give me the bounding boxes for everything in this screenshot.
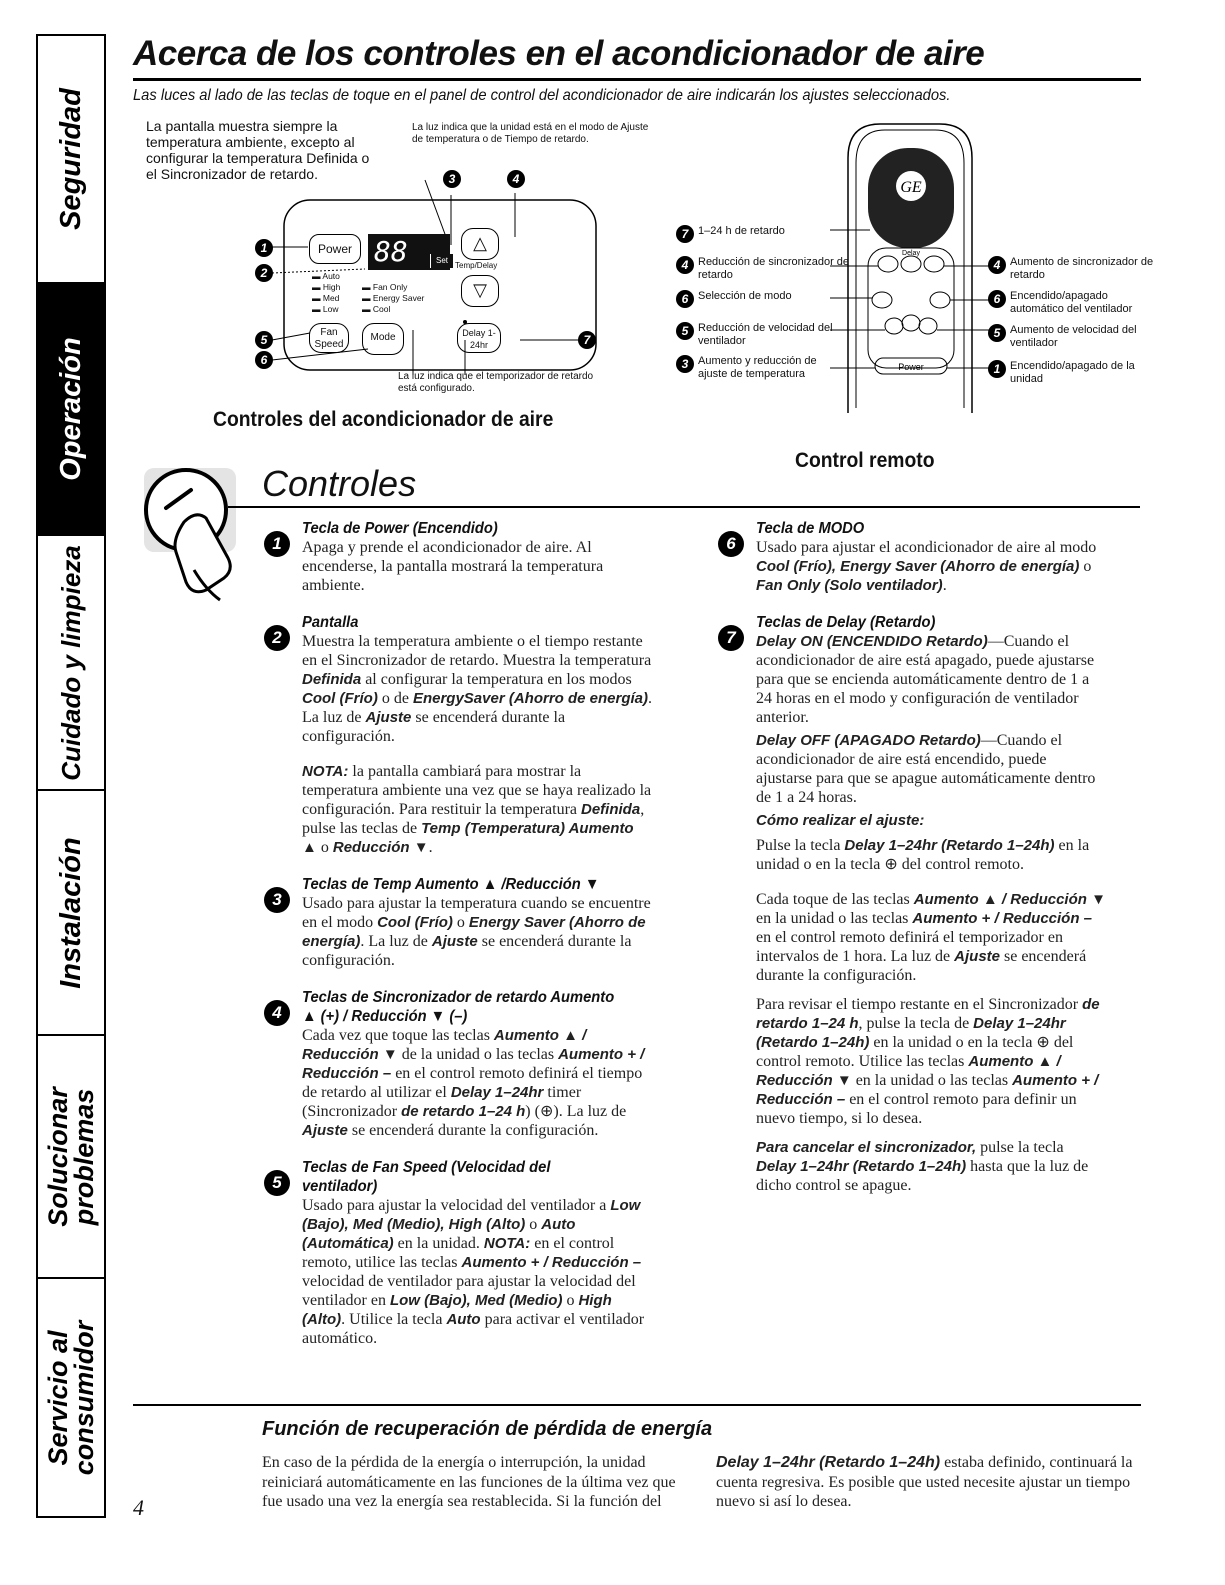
control-item-temp [262,875,652,970]
remote-legend-left-3: 6 Selección de modo [676,290,792,308]
set-light-note: La luz indica que la unidad está en el modo de Ajuste de temperatura o de Tiempo de retardo. [412,122,649,145]
control-item-mode [716,519,1106,595]
control-item-power [262,519,652,595]
remote-legend-left-2: 4 Reducción de sincronizador de retardo [676,256,853,282]
fan-level-med: ▬ Med [312,293,340,303]
delay-off-text: Delay OFF (APAGADO Retardo)—Cuando el acondicionador de aire está encendido, puede ajustarse para que se apague automáticamente dentro de 1 a 24 horas. [756,732,1096,806]
bottom-rule [133,1404,1141,1406]
recovery-heading: Función de recuperación de pérdida de energía [262,1418,713,1440]
delay-on-text: Delay ON (ENCENDIDO Retardo)—Cuando el acondicionador de aire está apagado, puede ajustarse para que se encienda automáticamente dentro de 1 a 24 horas en el modo y configuración de ventilador anterior. [756,633,1095,726]
lcd-digits: 88 [374,235,408,268]
tab-label: Operación [55,337,87,481]
item-title: Tecla de MODO [756,520,865,537]
temp-down-button[interactable] [461,275,499,307]
triangle-up-icon: △ [473,233,487,253]
page-subtitle: Las luces al lado de las teclas de toque en el panel de control del acondicionador de aire indicarán los ajustes seleccionados. [133,87,951,104]
item-body: Muestra la temperatura ambiente o el tiempo restante en el Sincronizador de retardo. Muestra la temperatura Definida al configurar la temperatura en los modos Cool (Frío) o de EnergySaver (Ahorro de energía). La luz de Ajuste se encenderá durante la configuración. [302,633,653,745]
item-body: Cada vez que toque las teclas Aumento ▲ / Reducción ▼ de la unidad o las teclas Aumento + / Reducción – en el control remoto definirá el tiempo de retardo al utilizar el Delay 1–24hr timer (Sincronizador de retardo 1–24 h) (⊕). La luz de Ajuste se encenderá durante la configuración. [302,1027,645,1139]
remote-control-diagram [830,118,990,418]
item-body: Usado para ajustar la velocidad del ventilador a Low (Bajo), Med (Medio), High (Alto) o Auto (Automática) en la unidad. NOTA: en el control remoto, utilice las teclas Aumento + / Reducción – velocidad de ventilador para ajustar la velocidad del ventilador en Low (Bajo), Med (Medio) o High (Alto). Utilice la tecla Auto para activar el ventilador automático. [302,1197,645,1347]
remote-legend-left-4: 5 Reducción de velocidad del ventilador [676,322,843,348]
remote-legend-right-1: 4 Aumento de sincronizador de retardo [988,256,1160,282]
item-body: Usado para ajustar la temperatura cuando se encuentre en el modo Cool (Frío) o Energy Saver (Ahorro de energía). La luz de Ajuste se encenderá durante la configuración. [302,895,651,969]
mode-energy-saver: ▬ Energy Saver [362,293,425,303]
display-note: La pantalla muestra siempre la temperatura ambiente, excepto al configurar la temperatura Definida o el Sincronizador de retardo. [146,118,370,182]
tab-label: Solucionar problemas [43,1086,99,1227]
tab-label: Servicio al consumidor [43,1320,99,1475]
mode-fan-only: ▬ Fan Only [362,282,408,292]
item-number-badge: 1 [264,531,290,557]
tab-label: Instalación [55,836,87,989]
svg-text:Power: Power [898,362,924,372]
title-rule [133,78,1141,81]
delay-light-note: La luz indica que el temporizador de retardo está configurado. [398,371,594,394]
item-number-badge: 4 [264,1000,290,1026]
control-item-pantalla [262,613,652,857]
remote-legend-right-3: 5 Aumento de velocidad del ventilador [988,324,1140,350]
fan-level-high: ▬ High [312,282,341,292]
svg-text:Delay: Delay [902,250,920,257]
ge-logo: GE [900,179,922,196]
callout-badge: 1 [255,239,273,257]
power-button[interactable]: Power [309,234,361,264]
page-title: Acerca de los controles en el acondicionador de aire [133,34,985,73]
control-item-delay-sync [262,988,652,1140]
recovery-text-left: En caso de la pérdida de la energía o interrupción, la unidad reiniciará automáticamente en las funciones de la última vez que fue usado una vez la energía sea restablecida. Si la función del [262,1454,676,1510]
controles-heading: Controles [262,463,417,504]
tab-label: Seguridad [55,88,87,230]
item-title: Tecla de Power (Encendido) [302,520,498,537]
item-note: NOTA: la pantalla cambiará para mostrar la temperatura ambiente una vez que se haya realizado la configuración. Para restituir la temperatura Definida, pulse las teclas de Temp (Temperatura) Aumento ▲ o Reducción ▼. [302,763,652,856]
delay-cancel: Para cancelar el sincronizador, pulse la tecla Delay 1–24hr (Retardo 1–24h) hasta que la luz de dicho control se apague. [756,1139,1089,1194]
tab-servicio-al-consumidor[interactable] [38,1279,104,1516]
panel-caption: Controles del acondicionador de aire [213,408,554,431]
recovery-text-right: Delay 1–24hr (Retardo 1–24h) estaba definido, continuará la cuenta regresiva. Es posible que usted necesite ajustar un tiempo nuevo si así lo desea. [716,1454,1133,1510]
callout-badge: 6 [255,351,273,369]
temp-delay-label: Temp/Delay [455,261,498,270]
item-title: Teclas de Sincronizador de retardo Aumento ▲ (+) / Reducción ▼ (–) [302,989,615,1025]
item-number-badge: 7 [718,625,744,651]
tab-cuidado-y-limpieza[interactable] [38,536,104,791]
item-number-badge: 3 [264,887,290,913]
tab-label: Cuidado y limpieza [56,544,86,781]
callout-badge: 4 [507,170,525,188]
fan-level-auto: ▬ Auto [312,271,340,281]
remote-caption: Control remoto [795,449,935,472]
page-number: 4 [133,1495,144,1520]
delay-step-3: Para revisar el tiempo restante en el Sincronizador de retardo 1–24 h, pulse la tecla de Delay 1–24hr (Retardo 1–24h) en la unidad o en la tecla ⊕ del control remoto. Utilice las teclas Aumento ▲ / Reducción ▼ en la unidad o las teclas Aumento + / Reducción – en el control remoto para definir un nuevo tiempo, si lo desea. [756,996,1100,1127]
mode-cool: ▬ Cool [362,304,391,314]
item-title: Teclas de Temp Aumento ▲ /Reducción ▼ [302,876,600,893]
item-number-badge: 5 [264,1170,290,1196]
tab-seguridad[interactable] [38,36,104,284]
tab-instalacion[interactable] [38,791,104,1036]
mode-indicators [362,282,424,315]
hand-press-icon [136,440,256,605]
item-number-badge: 6 [718,531,744,557]
set-indicator: Set [430,254,453,268]
callout-badge: 7 [578,331,596,349]
control-item-delay [716,613,1106,1195]
delay-step-2: Cada toque de las teclas Aumento ▲ / Reducción ▼ en la unidad o las teclas Aumento + / Reducción – en el control remoto definirá el temporizador en intervalos de 1 hora. La luz de Ajuste se encenderá durante la configuración. [756,891,1106,984]
triangle-down-icon: ▽ [473,280,487,300]
remote-legend-right-4: 1 Encendido/apagado de la unidad [988,360,1135,386]
mode-button[interactable]: Mode [362,323,404,355]
controles-rule [228,506,1140,508]
fan-level-indicators [312,271,340,315]
controls-right-column [716,519,1106,1195]
tab-solucionar-problemas[interactable] [38,1036,104,1279]
tab-operacion[interactable] [38,284,104,536]
control-item-fan-speed [262,1158,652,1348]
item-title: Pantalla [302,614,359,631]
callout-badge: 2 [255,264,273,282]
callout-badge: 3 [443,170,461,188]
item-number-badge: 2 [264,625,290,651]
fan-speed-button[interactable]: Fan Speed [309,323,349,353]
side-navigation [36,34,106,1518]
item-body: Apaga y prende el acondicionador de aire. Al encenderse, la pantalla mostrará la temperatura ambiente. [302,539,604,594]
fan-level-low: ▬ Low [312,304,339,314]
delay-button[interactable]: Delay 1-24hr [457,323,501,353]
temp-up-button[interactable] [461,228,499,260]
remote-legend-left-1: 7 1–24 h de retardo [676,225,785,243]
delay-step-1: Pulse la tecla Delay 1–24hr (Retardo 1–24h) en la unidad o en la tecla ⊕ del control remoto. [756,837,1090,873]
remote-legend-right-2: 6 Encendido/apagado automático del ventilador [988,290,1140,316]
controls-left-column [262,519,652,1348]
item-body: Usado para ajustar el acondicionador de aire al modo Cool (Frío), Energy Saver (Ahorro de energía) o Fan Only (Solo ventilador). [756,539,1097,594]
item-title: Teclas de Fan Speed (Velocidad del ventilador) [302,1159,551,1195]
remote-legend-left-5: 3 Aumento y reducción de ajuste de temperatura [676,355,828,381]
item-title: Teclas de Delay (Retardo) [756,614,936,631]
callout-badge: 5 [255,331,273,349]
how-to-heading: Cómo realizar el ajuste: [756,812,925,829]
